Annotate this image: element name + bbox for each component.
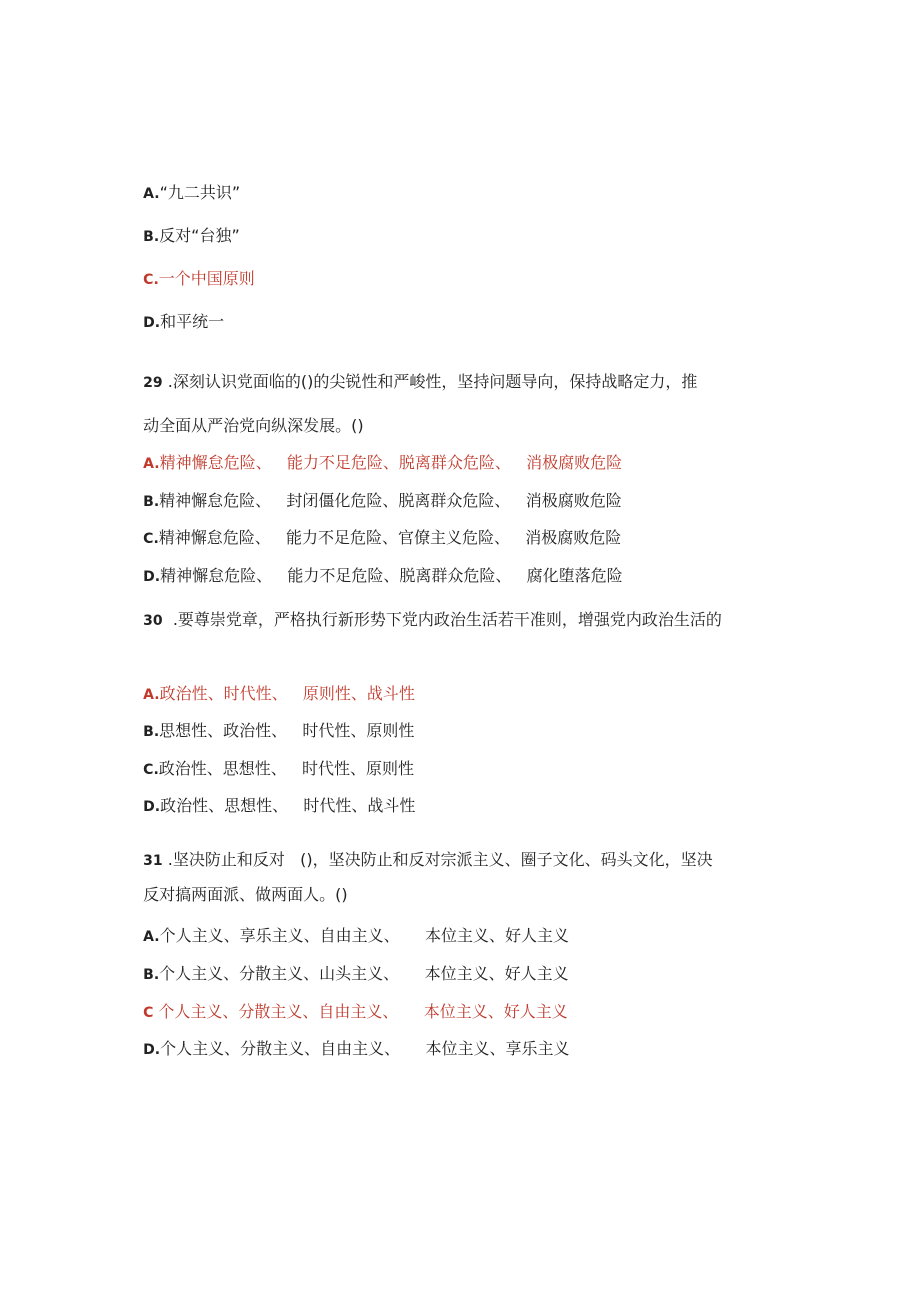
option-label: A. (143, 687, 160, 703)
question-stem: .坚决防止和反对 ()，坚决防止和反对宗派主义、圈子文化、码头文化，坚决 (162, 850, 713, 869)
question-number: 31 (143, 853, 163, 869)
option-label: C. (143, 272, 159, 288)
question-number: 29 (143, 375, 163, 391)
option-label: D. (143, 315, 161, 331)
question-stem: .要尊崇党章，严格执行新形势下党内政治生活若干准则，增强党内政治生活的 (162, 610, 722, 629)
q31-option-a (133, 906, 569, 947)
q29-option-a-correct (133, 433, 622, 474)
option-text: 思想性、政治性、 时代性、原则性 (159, 721, 415, 740)
q28-option-a (133, 163, 240, 204)
q31-stem-line2 (133, 865, 348, 905)
option-text: 政治性、思想性、 时代性、原则性 (158, 759, 415, 778)
option-text: 精神懈怠危险、 能力不足危险、脱离群众危险、 腐化堕落危险 (160, 566, 623, 585)
option-label: D. (143, 569, 161, 585)
option-label: A. (143, 456, 160, 472)
q31-option-c-correct (133, 982, 568, 1023)
q30-stem-line1 (133, 590, 722, 631)
option-text: 个人主义、分散主义、山头主义、 本位主义、好人主义 (159, 964, 569, 983)
q29-option-c (133, 508, 621, 549)
option-text: 个人主义、分散主义、自由主义、 本位主义、好人主义 (158, 1002, 568, 1021)
q29-stem-line2 (133, 396, 364, 436)
option-label: C. (143, 762, 159, 778)
q31-option-d (133, 1019, 570, 1060)
option-label: B. (143, 967, 160, 983)
q28-option-c-correct (133, 249, 255, 290)
q30-option-b (133, 701, 414, 742)
option-text: 精神懈怠危险、 能力不足危险、脱离群众危险、 消极腐败危险 (159, 453, 623, 472)
question-stem: 反对搞两面派、做两面人。() (143, 885, 348, 904)
question-number: 30 (143, 613, 163, 629)
q31-option-b (133, 944, 569, 985)
option-text: 一个中国原则 (158, 269, 255, 288)
option-text: “九二共识” (159, 183, 241, 202)
option-label: B. (143, 724, 160, 740)
option-text: 个人主义、享乐主义、自由主义、 本位主义、好人主义 (159, 926, 570, 945)
option-label: B. (143, 494, 160, 510)
option-label: D. (143, 799, 161, 815)
q30-option-c (133, 739, 414, 780)
q28-option-d (133, 292, 224, 333)
option-label: C (143, 1005, 159, 1021)
option-label: D. (143, 1042, 161, 1058)
q30-option-a-correct (133, 664, 415, 705)
question-stem: .深刻认识党面临的()的尖锐性和严峻性，坚持问题导向，保持战略定力，推 (162, 372, 698, 391)
option-text: 政治性、思想性、 时代性、战斗性 (160, 796, 416, 815)
q29-option-b (133, 471, 622, 512)
q30-option-d (133, 776, 415, 817)
option-label: A. (143, 929, 160, 945)
option-text: 反对“台独” (159, 226, 240, 245)
option-text: 政治性、时代性、 原则性、战斗性 (159, 684, 415, 703)
q28-option-b (133, 206, 240, 247)
option-text: 和平统一 (160, 312, 225, 331)
option-label: B. (143, 229, 160, 245)
question-stem: 动全面从严治党向纵深发展。() (143, 416, 364, 435)
option-text: 精神懈怠危险、 能力不足危险、官僚主义危险、 消极腐败危险 (158, 528, 622, 547)
option-label: C. (143, 531, 159, 547)
q29-option-d (133, 546, 623, 587)
option-text: 精神懈怠危险、 封闭僵化危险、脱离群众危险、 消极腐败危险 (159, 491, 622, 510)
option-text: 个人主义、分散主义、自由主义、 本位主义、享乐主义 (160, 1039, 570, 1058)
option-label: A. (143, 186, 160, 202)
q29-stem-line1 (133, 352, 697, 393)
